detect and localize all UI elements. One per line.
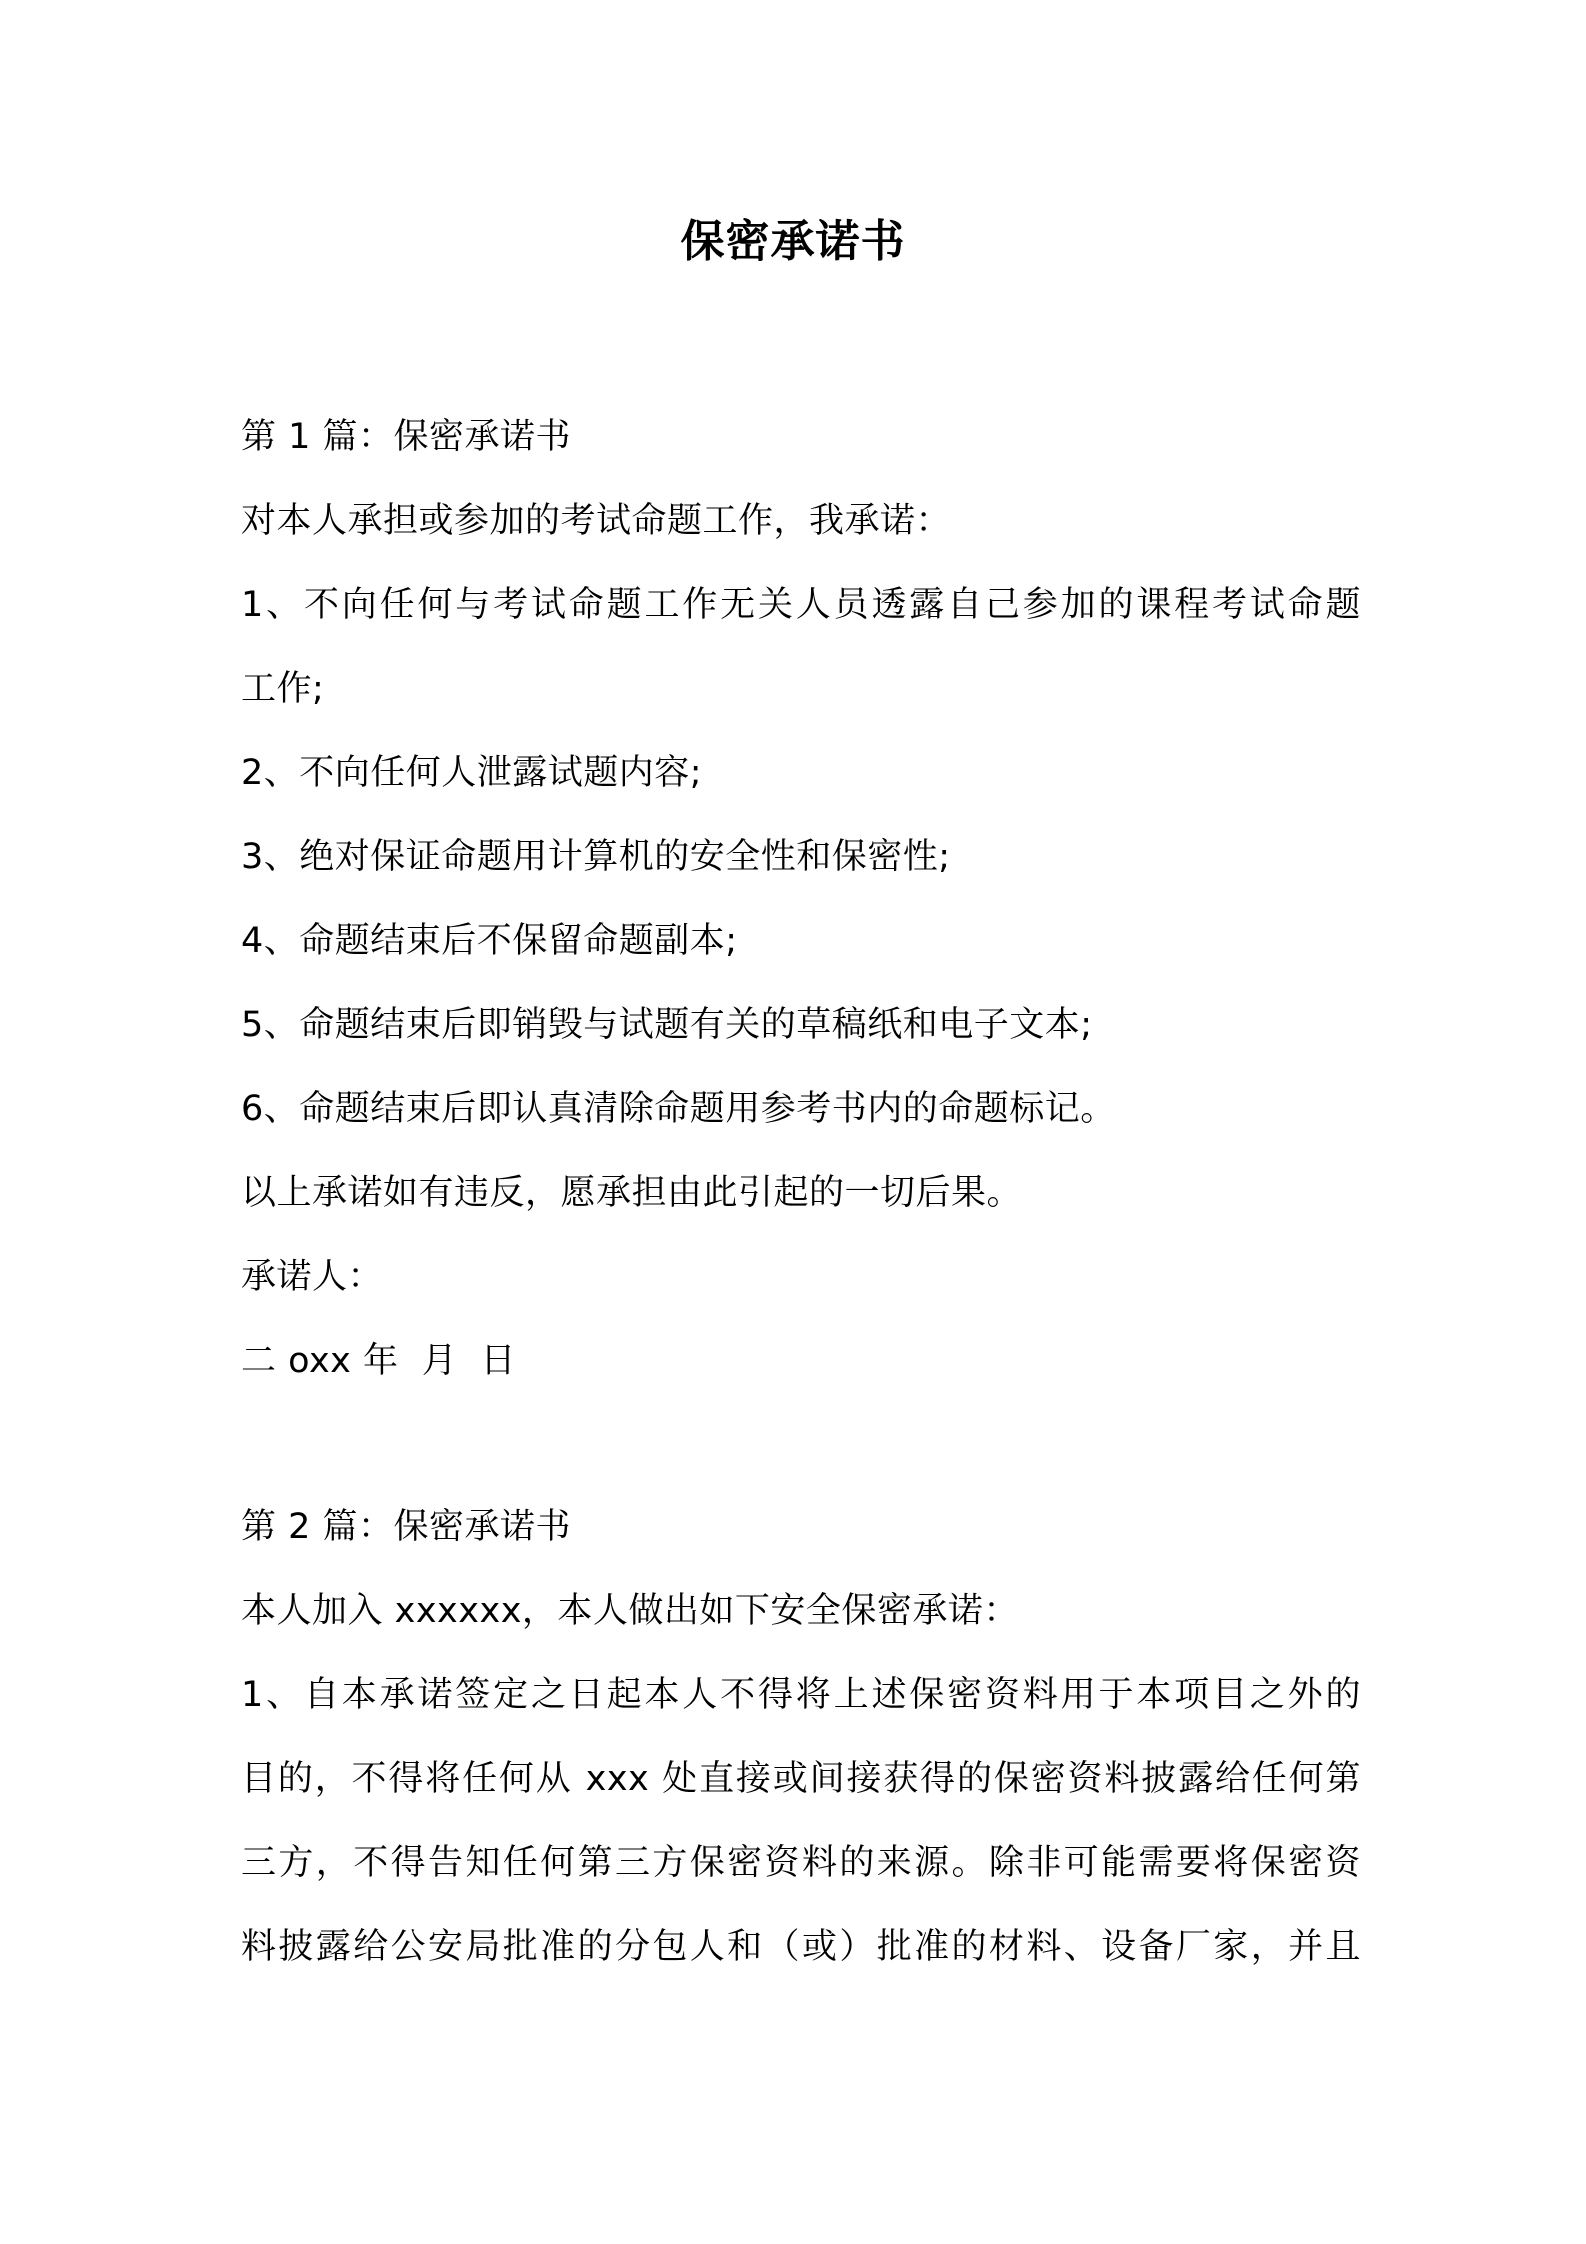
section1-item3: 3、绝对保证命题用计算机的安全性和保密性; [241, 837, 951, 877]
section2-item1-line1: 1、自本承诺签定之日起本人不得将上述保密资料用于本项目之外的 [241, 1675, 1361, 1715]
section1-item6: 6、命题结束后即认真清除命题用参考书内的命题标记。 [241, 1089, 1116, 1129]
section1-closing: 以上承诺如有违反，愿承担由此引起的一切后果。 [241, 1173, 1023, 1213]
section1-intro: 对本人承担或参加的考试命题工作，我承诺： [241, 501, 952, 541]
section2-intro: 本人加入 xxxxxx，本人做出如下安全保密承诺： [241, 1591, 1019, 1631]
section1-date: 二 oxx 年 月 日 [241, 1341, 517, 1381]
section2-item1-line3: 三方，不得告知任何第三方保密资料的来源。除非可能需要将保密资 [241, 1843, 1361, 1883]
section1-signer: 承诺人： [241, 1257, 384, 1297]
section1-item5: 5、命题结束后即销毁与试题有关的草稿纸和电子文本; [241, 1005, 1093, 1045]
section1-heading: 第 1 篇：保密承诺书 [241, 417, 572, 457]
section1-item1-line1: 1、不向任何与考试命题工作无关人员透露自己参加的课程考试命题 [241, 585, 1361, 625]
section1-item1-line2: 工作; [241, 669, 325, 709]
section2-item1-line2: 目的，不得将任何从 xxx 处直接或间接获得的保密资料披露给任何第 [241, 1759, 1361, 1799]
document-title: 保密承诺书 [680, 216, 906, 267]
section1-item2: 2、不向任何人泄露试题内容; [241, 753, 703, 793]
section1-item4: 4、命题结束后不保留命题副本; [241, 921, 738, 961]
section2-heading: 第 2 篇：保密承诺书 [241, 1507, 572, 1547]
section2-item1-line4: 料披露给公安局批准的分包人和（或）批准的材料、设备厂家，并且 [241, 1927, 1361, 1967]
